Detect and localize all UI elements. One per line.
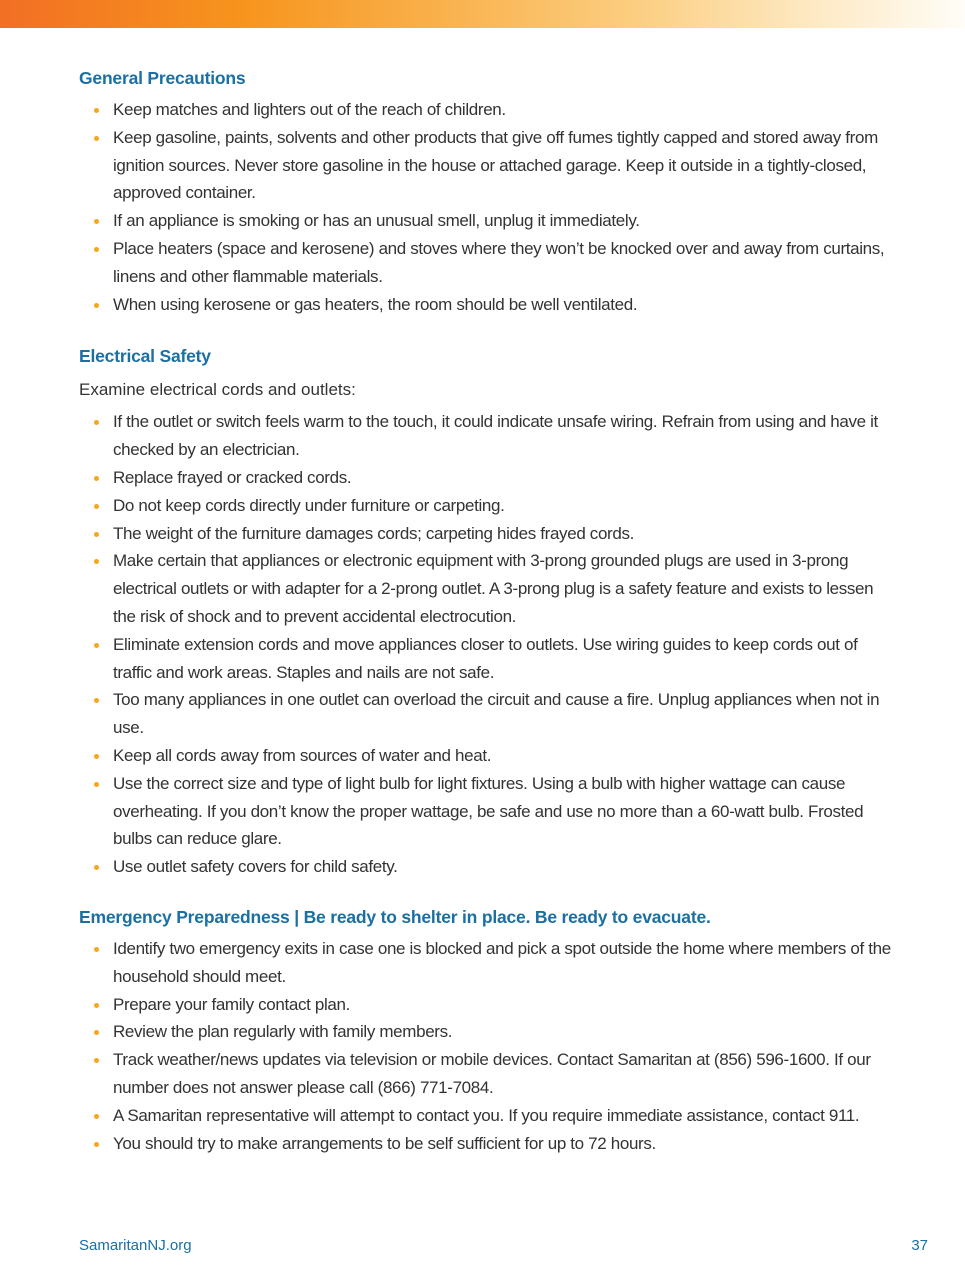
bullet-icon	[94, 476, 99, 481]
bullet-icon	[94, 247, 99, 252]
list-item: Track weather/news updates via television or mobile devices. Contact Samaritan at (856) 596-1600. If our number does not answer please call (866) 771-7084.	[79, 1046, 899, 1102]
bullet-icon	[94, 1003, 99, 1008]
bullet-icon	[94, 136, 99, 141]
bullet-icon	[94, 865, 99, 870]
bullet-icon	[94, 1058, 99, 1063]
list-item: Replace frayed or cracked cords.	[79, 464, 899, 492]
section-title: Electrical Safety	[79, 346, 211, 367]
bullet-icon	[94, 219, 99, 224]
bullet-list	[79, 408, 899, 881]
list-item: Identify two emergency exits in case one is blocked and pick a spot outside the home where members of the household should meet.	[79, 935, 899, 991]
list-item: Place heaters (space and kerosene) and stoves where they won’t be knocked over and away from curtains, linens and other flammable materials.	[79, 235, 899, 291]
list-item: Keep matches and lighters out of the reach of children.	[79, 96, 899, 124]
page-number: 37	[911, 1237, 928, 1254]
bullet-icon	[94, 420, 99, 425]
list-item: Keep gasoline, paints, solvents and other products that give off fumes tightly capped and stored away from ignition sources. Never store gasoline in the house or attached garage. Keep it outside in a tightly-closed, approved container.	[79, 124, 899, 207]
section-title: Emergency Preparedness | Be ready to shelter in place. Be ready to evacuate.	[79, 906, 711, 927]
section-electrical-safety	[79, 342, 899, 881]
bullet-icon	[94, 782, 99, 787]
bullet-icon	[94, 947, 99, 952]
bullet-list	[79, 96, 899, 318]
section-title: General Precautions	[79, 68, 246, 88]
list-item: A Samaritan representative will attempt to contact you. If you require immediate assistance, contact 911.	[79, 1102, 899, 1130]
page-content	[79, 64, 899, 1179]
list-item: Make certain that appliances or electronic equipment with 3-prong grounded plugs are used in 3-prong electrical outlets or with adapter for a 2-prong outlet. A 3-prong plug is a safety feature and exists to lessen the risk of shock and to prevent accidental electrocution.	[79, 547, 899, 630]
list-item: Use outlet safety covers for child safety.	[79, 853, 899, 881]
bullet-icon	[94, 303, 99, 308]
bullet-icon	[94, 643, 99, 648]
bullet-icon	[94, 559, 99, 564]
list-item: You should try to make arrangements to be self sufficient for up to 72 hours.	[79, 1130, 899, 1158]
list-item: If the outlet or switch feels warm to the touch, it could indicate unsafe wiring. Refrain from using and have it checked by an electrician.	[79, 408, 899, 464]
list-item: Too many appliances in one outlet can overload the circuit and cause a fire. Unplug appliances when not in use.	[79, 686, 899, 742]
footer-website-link[interactable]: SamaritanNJ.org	[79, 1237, 192, 1254]
list-item: When using kerosene or gas heaters, the room should be well ventilated.	[79, 291, 899, 319]
bullet-icon	[94, 754, 99, 759]
list-item: Eliminate extension cords and move appliances closer to outlets. Use wiring guides to keep cords out of traffic and work areas. Staples and nails are not safe.	[79, 631, 899, 687]
bullet-icon	[94, 504, 99, 509]
list-item: Do not keep cords directly under furniture or carpeting.	[79, 492, 899, 520]
section-emergency-preparedness	[79, 903, 899, 1157]
header-gradient-bar	[0, 0, 965, 28]
list-item: Review the plan regularly with family members.	[79, 1018, 899, 1046]
list-item: If an appliance is smoking or has an unusual smell, unplug it immediately.	[79, 207, 899, 235]
section-general-precautions	[79, 64, 899, 318]
bullet-icon	[94, 1142, 99, 1147]
bullet-icon	[94, 698, 99, 703]
bullet-list	[79, 935, 899, 1157]
bullet-icon	[94, 108, 99, 113]
list-item: Keep all cords away from sources of water and heat.	[79, 742, 899, 770]
section-intro: Examine electrical cords and outlets:	[79, 380, 356, 400]
bullet-icon	[94, 532, 99, 537]
bullet-icon	[94, 1030, 99, 1035]
list-item: The weight of the furniture damages cords; carpeting hides frayed cords.	[79, 520, 899, 548]
list-item: Use the correct size and type of light bulb for light fixtures. Using a bulb with higher wattage can cause overheating. If you don’t know the proper wattage, be safe and use no more than a 60-watt bulb. Frosted bulbs can reduce glare.	[79, 770, 899, 853]
list-item: Prepare your family contact plan.	[79, 991, 899, 1019]
bullet-icon	[94, 1114, 99, 1119]
